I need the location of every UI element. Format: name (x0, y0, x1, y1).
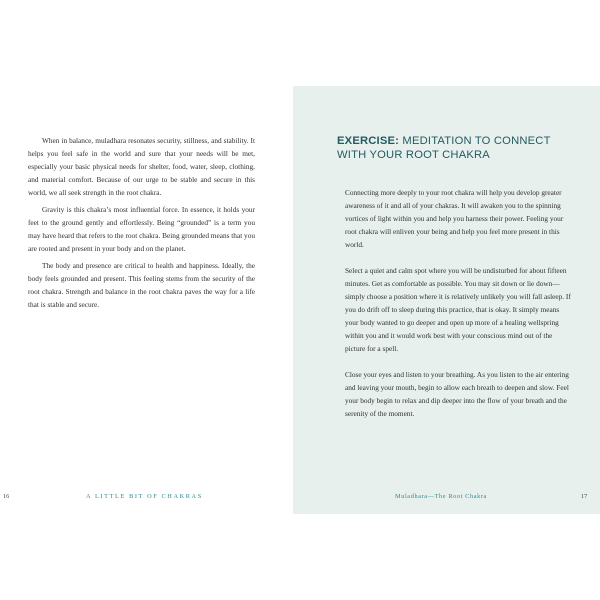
exercise-heading (337, 134, 577, 162)
exercise-body (345, 186, 571, 433)
exercise-paragraph-1: Connecting more deeply to your root chakra will help you develop greater awareness of it and all of your chakras. It will awaken you to the spinning vortices of light within you and help you harness their power. Feeling your root chakra will enliven your being and help you feel more present in this world. (345, 188, 564, 249)
exercise-paragraph-2: Select a quiet and calm spot where you will be undisturbed for about fifteen minutes. Get as comfortable as possible. You may sit down or lie down—simply choose a position where it is relatively unlikely you will fall asleep. If you do drift off to sleep during this practice, that is okay. It simply means your body wanted to go deeper and open up more of a healing wellspring within you and it would work best with your conscious mind out of the picture for a spell. (345, 266, 571, 353)
left-page-body (28, 134, 255, 315)
right-page-exercise-panel (293, 86, 600, 514)
left-paragraph-2: Gravity is this chakra’s most influential force. In essence, it holds your feet to the ground gently and effortlessly. Being “grounded” is a term you may have heard that refers to the root chakra. Being grounded means that you are rooted and present in your body and on the planet. (28, 205, 255, 253)
left-page (0, 86, 293, 514)
exercise-title: MEDITATION TO CONNECT WITH YOUR ROOT CHAKRA (337, 135, 551, 161)
right-page-number: 17 (581, 493, 588, 500)
right-running-head: Muladhara—The Root Chakra (395, 493, 487, 500)
exercise-paragraph-3: Close your eyes and listen to your breathing. As you listen to the air entering and leaving your mouth, begin to allow each breath to deepen and slow. Feel your body begin to relax and dip deeper into the flow of your breath and the serenity of the moment. (345, 370, 569, 418)
exercise-label: EXERCISE: (337, 135, 400, 147)
left-paragraph-3: The body and presence are critical to health and happiness. Ideally, the body feels grounded and present. This feeling stems from the security of the root chakra. Strength and balance in the root chakra paves the way for a life that is stable and secure. (28, 261, 255, 309)
left-paragraph-1: When in balance, muladhara resonates security, stillness, and stability. It helps you feel safe in the world and sure that your needs will be met, especially your basic physical needs for shelter, food, water, sleep, clothing, and material comfort. Because of our urge to be stable and secure in this world, we all seek strength in the root chakra. (28, 136, 255, 197)
left-page-number: 16 (3, 493, 10, 500)
left-running-head: A LITTLE BIT OF CHAKRAS (86, 493, 203, 500)
